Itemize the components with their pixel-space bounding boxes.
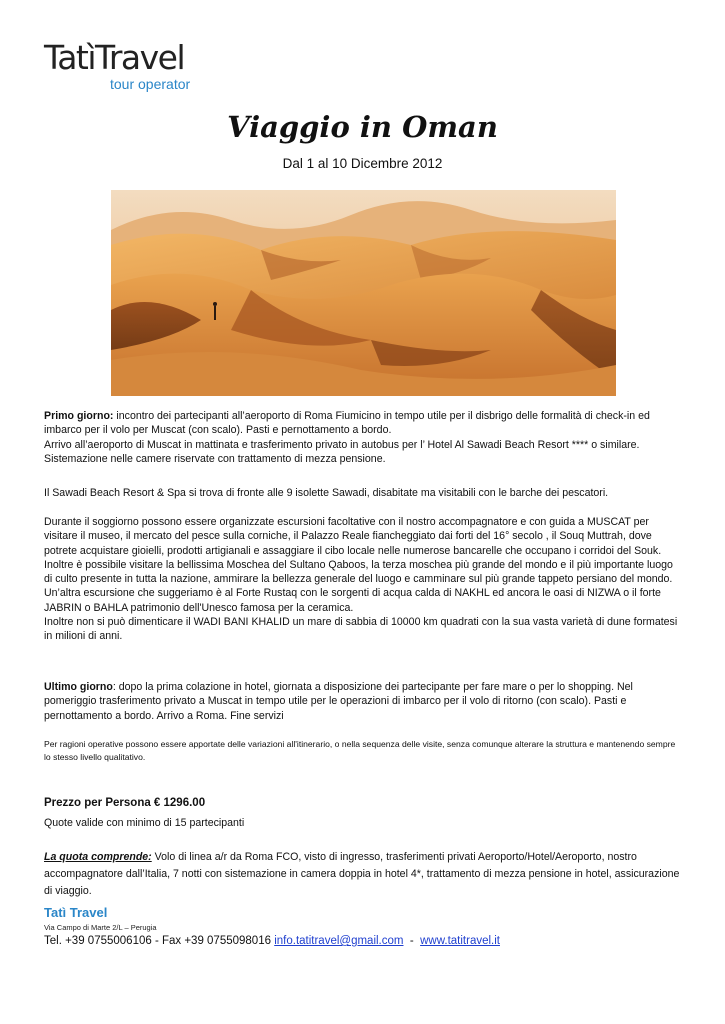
price-per-person: Prezzo per Persona € 1296.00	[44, 797, 206, 809]
website-link[interactable]: www.tatitravel.it	[420, 935, 500, 947]
footer-contact	[44, 935, 500, 947]
email-link[interactable]: info.tatitravel@gmail.com	[274, 935, 404, 947]
rustaq-text: Un’altra escursione che suggeriamo è al Forte Rustaq con le sorgenti di acqua calda di NAKHL ed ancora le oasi di NIZWA o il forte JABRIN o BAHLA patrimonio dell'Unesco famosa per la ceramica.	[44, 587, 661, 614]
day1-text: incontro dei partecipanti all’aeroporto di Roma Fiumicino in tempo utile per il disbrigo delle formalità di check-in ed imbarco per il volo per Muscat (con scalo). Pasti e pernottamento a bordo.	[44, 410, 650, 437]
footer-separator: -	[403, 935, 421, 947]
desert-photo	[111, 190, 616, 396]
includes-text: Volo di linea a/r da Roma FCO, visto di ingresso, trasferimenti privati Aeroporto/Hotel/Aeroporto, nostro accompagnatore dall’Italia, 7 notti con sistemazione in camera doppia in hotel 4*, trattamento di mezza pensione in hotel, assicurazione di viaggio.	[44, 851, 680, 897]
trip-dates: Dal 1 al 10 Dicembre 2012	[282, 156, 443, 171]
day1-paragraph	[44, 409, 684, 466]
company-logo	[44, 38, 191, 92]
excursions-text: Durante il soggiorno possono essere organizzate escursioni facoltative con il nostro accompagnatore e con guida a MUSCAT per visitare il museo, il mercato del pesce sulla corniche, il Palazzo Reale fiancheggiato dai forti del 16° secolo , il Souq Muttrah, dove potrete acquistare gioielli, prodotti artigianali e assaggiare il cibo locale nelle numerose bancarelle che occupano i corridoi del Souk. Inoltre è possibile visitare la bellissima Moschea del Sultano Qaboos, la terza moschea più grande del mondo e il più importante luogo di culto presente in tutta la nazione, ammirare la bellezza generale del luogo e camminare sul più grande tappeto persiano del mondo.	[44, 516, 673, 586]
day1-label: Primo giorno:	[44, 410, 114, 422]
includes-label: La quota comprende:	[44, 851, 152, 863]
page-title-text: Viaggio in Oman	[227, 110, 498, 144]
last-day-text: : dopo la prima colazione in hotel, giornata a disposizione dei partecipante per fare mare o per lo shopping. Nel pomeriggio trasferimento privato a Muscat in tempo utile per le operazioni di imbarco per il volo di ritorno (con scalo). Pasti e pernottamento a bordo. Arrivo a Roma. Fine servizi	[44, 681, 633, 722]
logo-name: TatìTravel	[44, 38, 185, 77]
includes-paragraph	[44, 849, 684, 900]
wadi-text: Inoltre non si può dimenticare il WADI BANI KHALID un mare di sabbia di 10000 km quadrati con la sua vasta varietà di dune formatesi in milioni di anni.	[44, 616, 678, 643]
footer-brand: Tatì Travel	[44, 905, 108, 920]
hotel-description: Il Sawadi Beach Resort & Spa si trova di fronte alle 9 isolette Sawadi, disabitate ma visitabili con le barche dei pescatori.	[44, 487, 609, 499]
last-day-paragraph	[44, 680, 684, 723]
day1-arrival: Arrivo all’aeroporto di Muscat in mattinata e trasferimento privato in autobus per l’ Hotel Al Sawadi Beach Resort **** o similare. Sistemazione nelle camere riservate con trattamento di mezza pensione.	[44, 438, 640, 465]
excursions-paragraph	[44, 515, 684, 644]
minimum-participants-note: Quote valide con minimo di 15 partecipanti	[44, 817, 245, 829]
last-day-label: Ultimo giorno	[44, 681, 113, 693]
page-title	[0, 110, 725, 144]
disclaimer: Per ragioni operative possono essere apportate delle variazioni all'itinerario, o nella sequenza delle visite, senza comunque alterare la struttura e mantenendo sempre lo stesso livello qualitativo.	[44, 739, 676, 762]
footer-address: Via Campo di Marte 2/L – Perugia	[44, 923, 157, 932]
desert-dunes-image	[111, 190, 616, 396]
footer-phones: Tel. +39 0755006106 - Fax +39 0755098016	[44, 935, 275, 947]
logo-tagline: tour operator	[110, 76, 191, 92]
